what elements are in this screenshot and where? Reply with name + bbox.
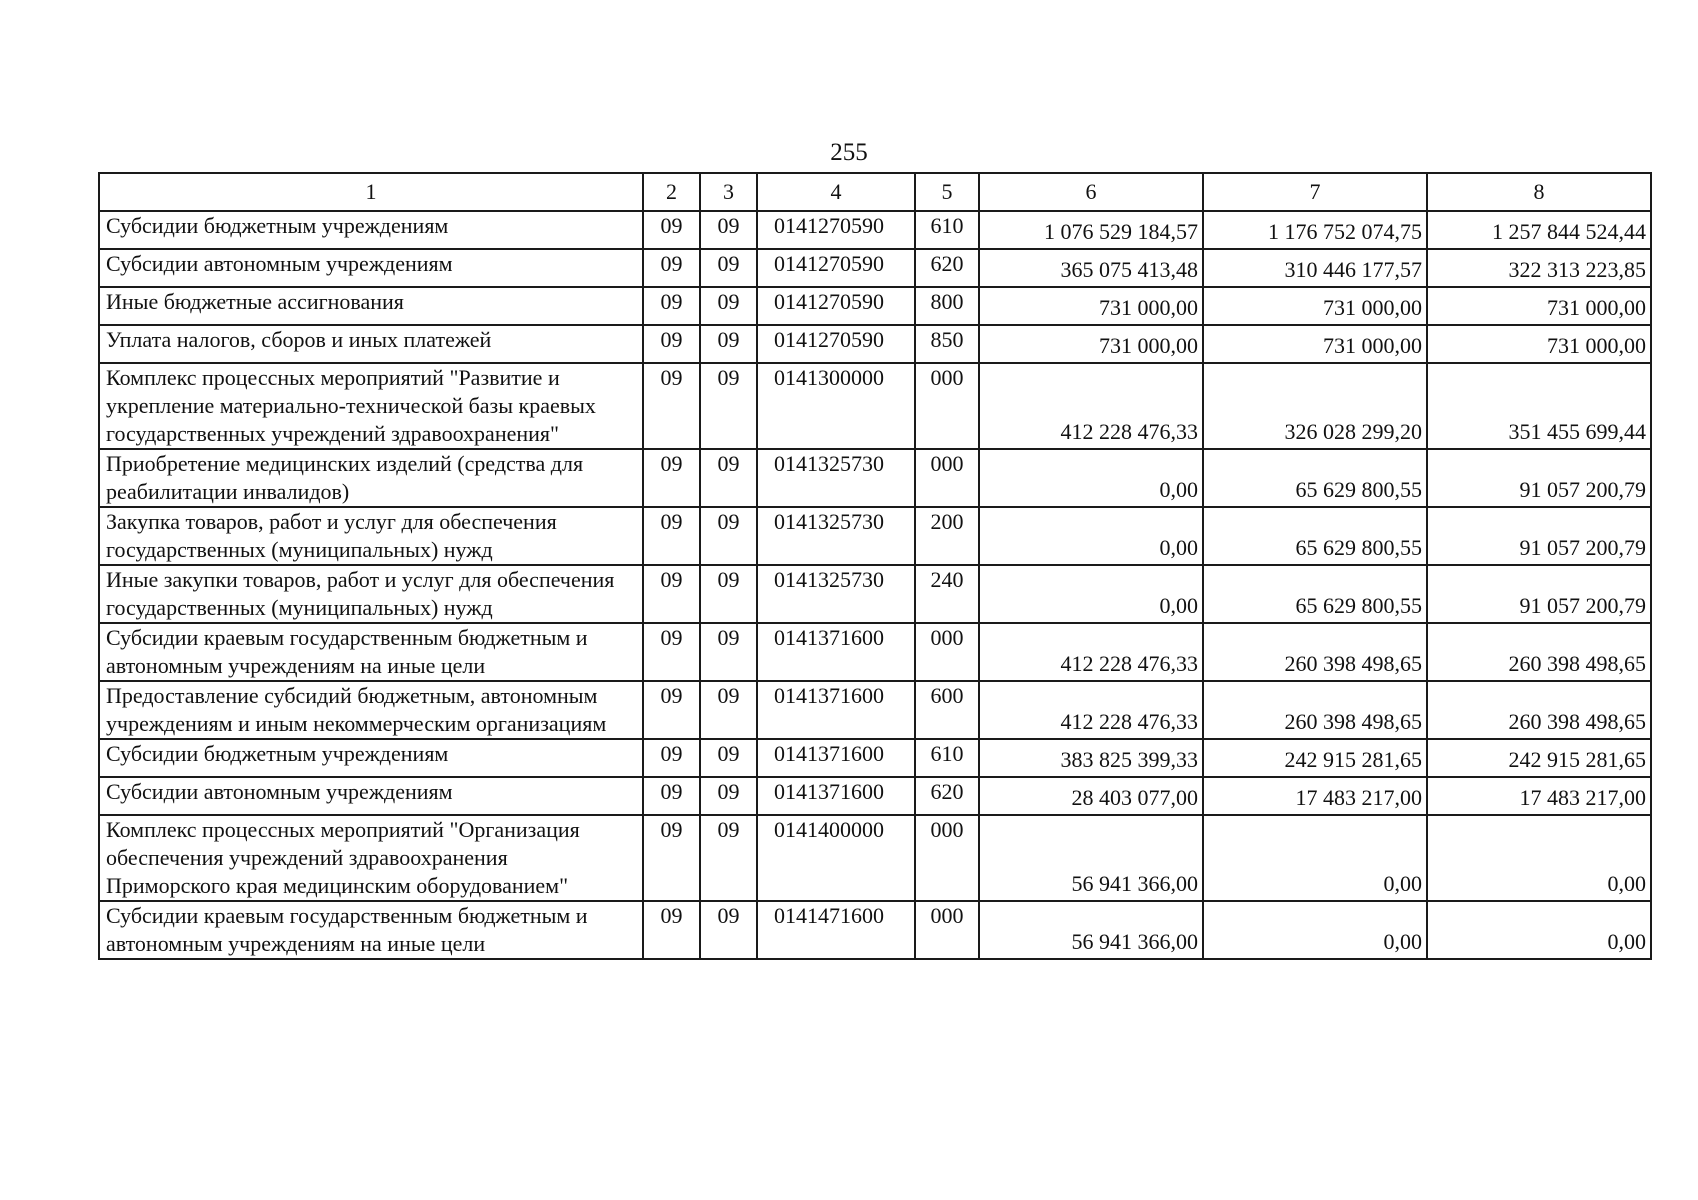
row-name-cell: Иные закупки товаров, работ и услуг для обеспечения государственных (муниципальных) нужд: [99, 565, 643, 623]
section-code-cell: 09: [643, 363, 700, 449]
expense-type-cell: 850: [915, 325, 979, 363]
amount-col7-cell: 731 000,00: [1203, 287, 1427, 325]
section-code-cell: 09: [643, 507, 700, 565]
amount-col7-cell: 1 176 752 074,75: [1203, 211, 1427, 249]
target-code-cell: 0141371600: [757, 681, 915, 739]
column-header: 2: [643, 173, 700, 211]
section-code-cell: 09: [643, 249, 700, 287]
row-name-cell: Предоставление субсидий бюджетным, автономным учреждениям и иным некоммерческим организациям: [99, 681, 643, 739]
amount-col7-cell: 326 028 299,20: [1203, 363, 1427, 449]
amount-col6-cell: 0,00: [979, 565, 1203, 623]
amount-col7-cell: 17 483 217,00: [1203, 777, 1427, 815]
amount-col6-cell: 731 000,00: [979, 287, 1203, 325]
amount-col7-cell: 65 629 800,55: [1203, 449, 1427, 507]
amount-col7-cell: 65 629 800,55: [1203, 565, 1427, 623]
expense-type-cell: 620: [915, 249, 979, 287]
table-row: [99, 681, 1651, 739]
row-name-cell: Комплекс процессных мероприятий "Организация обеспечения учреждений здравоохранения Приморского края медицинским оборудованием": [99, 815, 643, 901]
row-name-cell: Иные бюджетные ассигнования: [99, 287, 643, 325]
table-row: [99, 507, 1651, 565]
amount-col8-cell: 91 057 200,79: [1427, 449, 1651, 507]
row-name-cell: Субсидии краевым государственным бюджетным и автономным учреждениям на иные цели: [99, 901, 643, 959]
table-row: [99, 211, 1651, 249]
amount-col8-cell: 91 057 200,79: [1427, 507, 1651, 565]
subsection-code-cell: 09: [700, 507, 757, 565]
table-row: [99, 623, 1651, 681]
target-code-cell: 0141400000: [757, 815, 915, 901]
amount-col6-cell: 56 941 366,00: [979, 901, 1203, 959]
expense-type-cell: 620: [915, 777, 979, 815]
amount-col8-cell: 0,00: [1427, 901, 1651, 959]
column-header: 1: [99, 173, 643, 211]
target-code-cell: 0141270590: [757, 287, 915, 325]
amount-col7-cell: 0,00: [1203, 815, 1427, 901]
expense-type-cell: 000: [915, 449, 979, 507]
target-code-cell: 0141371600: [757, 739, 915, 777]
row-name-cell: Комплекс процессных мероприятий "Развитие и укрепление материально-технической базы краевых государственных учреждений здравоохранения": [99, 363, 643, 449]
target-code-cell: 0141270590: [757, 249, 915, 287]
subsection-code-cell: 09: [700, 211, 757, 249]
target-code-cell: 0141371600: [757, 623, 915, 681]
section-code-cell: 09: [643, 623, 700, 681]
section-code-cell: 09: [643, 901, 700, 959]
subsection-code-cell: 09: [700, 623, 757, 681]
amount-col7-cell: 310 446 177,57: [1203, 249, 1427, 287]
column-header: 7: [1203, 173, 1427, 211]
column-header: 4: [757, 173, 915, 211]
subsection-code-cell: 09: [700, 777, 757, 815]
amount-col8-cell: 1 257 844 524,44: [1427, 211, 1651, 249]
amount-col6-cell: 1 076 529 184,57: [979, 211, 1203, 249]
column-header: 5: [915, 173, 979, 211]
table-row: [99, 739, 1651, 777]
amount-col6-cell: 412 228 476,33: [979, 363, 1203, 449]
row-name-cell: Приобретение медицинских изделий (средства для реабилитации инвалидов): [99, 449, 643, 507]
row-name-cell: Закупка товаров, работ и услуг для обеспечения государственных (муниципальных) нужд: [99, 507, 643, 565]
amount-col8-cell: 260 398 498,65: [1427, 681, 1651, 739]
target-code-cell: 0141325730: [757, 449, 915, 507]
section-code-cell: 09: [643, 287, 700, 325]
row-name-cell: Субсидии автономным учреждениям: [99, 777, 643, 815]
amount-col6-cell: 383 825 399,33: [979, 739, 1203, 777]
amount-col6-cell: 365 075 413,48: [979, 249, 1203, 287]
subsection-code-cell: 09: [700, 565, 757, 623]
section-code-cell: 09: [643, 211, 700, 249]
table-row: [99, 363, 1651, 449]
column-header: 3: [700, 173, 757, 211]
expense-type-cell: 610: [915, 211, 979, 249]
table-row: [99, 901, 1651, 959]
amount-col7-cell: 731 000,00: [1203, 325, 1427, 363]
page-number: 255: [830, 139, 868, 166]
target-code-cell: 0141371600: [757, 777, 915, 815]
amount-col6-cell: 412 228 476,33: [979, 681, 1203, 739]
amount-col6-cell: 412 228 476,33: [979, 623, 1203, 681]
subsection-code-cell: 09: [700, 739, 757, 777]
amount-col8-cell: 351 455 699,44: [1427, 363, 1651, 449]
amount-col8-cell: 0,00: [1427, 815, 1651, 901]
column-header: 6: [979, 173, 1203, 211]
column-header: 8: [1427, 173, 1651, 211]
amount-col8-cell: 731 000,00: [1427, 287, 1651, 325]
amount-col6-cell: 0,00: [979, 507, 1203, 565]
target-code-cell: 0141471600: [757, 901, 915, 959]
amount-col8-cell: 91 057 200,79: [1427, 565, 1651, 623]
expense-type-cell: 600: [915, 681, 979, 739]
expense-type-cell: 240: [915, 565, 979, 623]
target-code-cell: 0141270590: [757, 325, 915, 363]
subsection-code-cell: 09: [700, 449, 757, 507]
amount-col7-cell: 65 629 800,55: [1203, 507, 1427, 565]
subsection-code-cell: 09: [700, 815, 757, 901]
amount-col6-cell: 0,00: [979, 449, 1203, 507]
table-row: [99, 815, 1651, 901]
amount-col7-cell: 242 915 281,65: [1203, 739, 1427, 777]
amount-col6-cell: 731 000,00: [979, 325, 1203, 363]
table-row: [99, 449, 1651, 507]
target-code-cell: 0141270590: [757, 211, 915, 249]
target-code-cell: 0141325730: [757, 565, 915, 623]
section-code-cell: 09: [643, 815, 700, 901]
amount-col6-cell: 28 403 077,00: [979, 777, 1203, 815]
amount-col7-cell: 260 398 498,65: [1203, 681, 1427, 739]
section-code-cell: 09: [643, 739, 700, 777]
amount-col8-cell: 322 313 223,85: [1427, 249, 1651, 287]
amount-col8-cell: 260 398 498,65: [1427, 623, 1651, 681]
subsection-code-cell: 09: [700, 249, 757, 287]
subsection-code-cell: 09: [700, 363, 757, 449]
section-code-cell: 09: [643, 325, 700, 363]
expense-type-cell: 000: [915, 623, 979, 681]
row-name-cell: Субсидии краевым государственным бюджетным и автономным учреждениям на иные цели: [99, 623, 643, 681]
row-name-cell: Субсидии автономным учреждениям: [99, 249, 643, 287]
row-name-cell: Уплата налогов, сборов и иных платежей: [99, 325, 643, 363]
target-code-cell: 0141325730: [757, 507, 915, 565]
row-name-cell: Субсидии бюджетным учреждениям: [99, 211, 643, 249]
amount-col8-cell: 242 915 281,65: [1427, 739, 1651, 777]
table-row: [99, 777, 1651, 815]
expense-type-cell: 610: [915, 739, 979, 777]
expense-type-cell: 200: [915, 507, 979, 565]
amount-col7-cell: 0,00: [1203, 901, 1427, 959]
subsection-code-cell: 09: [700, 681, 757, 739]
expense-type-cell: 000: [915, 901, 979, 959]
amount-col7-cell: 260 398 498,65: [1203, 623, 1427, 681]
row-name-cell: Субсидии бюджетным учреждениям: [99, 739, 643, 777]
subsection-code-cell: 09: [700, 901, 757, 959]
expense-type-cell: 800: [915, 287, 979, 325]
budget-table: [98, 172, 1652, 960]
table-row: [99, 325, 1651, 363]
amount-col8-cell: 17 483 217,00: [1427, 777, 1651, 815]
table-row: [99, 287, 1651, 325]
expense-type-cell: 000: [915, 363, 979, 449]
header-row: [99, 173, 1651, 211]
section-code-cell: 09: [643, 565, 700, 623]
table-row: [99, 249, 1651, 287]
section-code-cell: 09: [643, 777, 700, 815]
target-code-cell: 0141300000: [757, 363, 915, 449]
amount-col8-cell: 731 000,00: [1427, 325, 1651, 363]
subsection-code-cell: 09: [700, 325, 757, 363]
expense-type-cell: 000: [915, 815, 979, 901]
subsection-code-cell: 09: [700, 287, 757, 325]
section-code-cell: 09: [643, 681, 700, 739]
amount-col6-cell: 56 941 366,00: [979, 815, 1203, 901]
table-row: [99, 565, 1651, 623]
section-code-cell: 09: [643, 449, 700, 507]
